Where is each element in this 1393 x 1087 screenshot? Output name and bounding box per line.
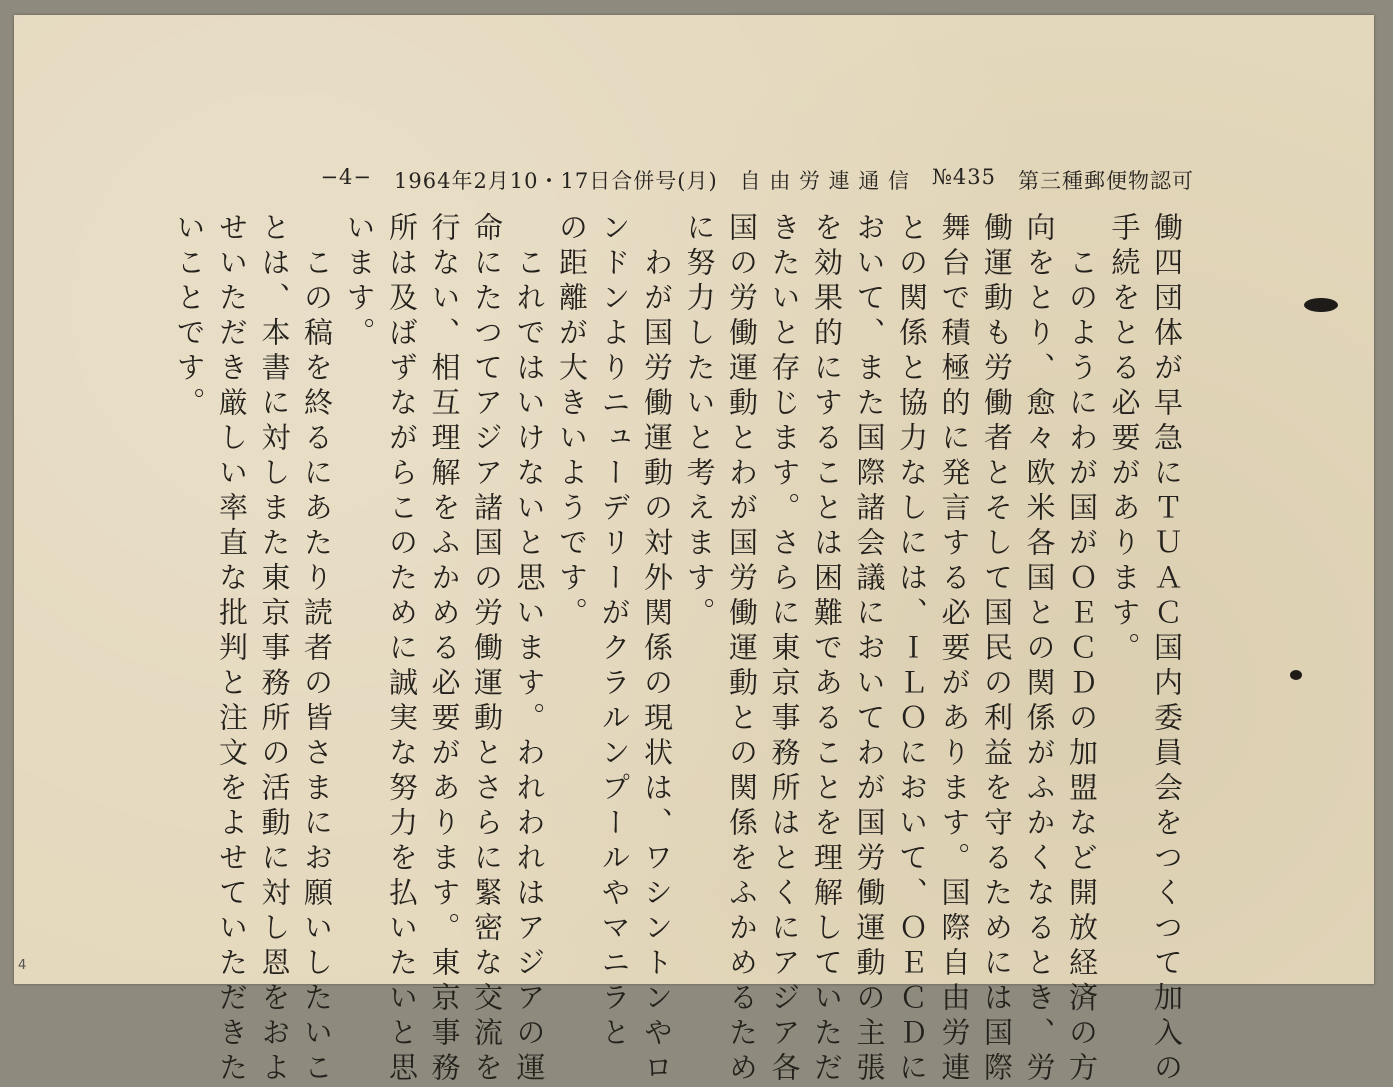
text-line: との関係と協力なしには、ＩＬＯにおいて、ＯＥＣＤに [895,212,929,1087]
text-line: 命にたつてアジア諸国の労働運動とさらに緊密な交流を [470,212,504,1087]
text-line: きたいと存じます。さらに東京事務所はとくにアジア各 [767,212,802,1087]
text-line: わが国労働運動の対外関係の現状は、ワシントンやロ [640,212,674,1087]
text-line: 国の労働運動とわが国労働運動との関係をふかめるため [725,212,759,1087]
text-line: ンドンよりニューデリーがクラルンプールやマニラと [597,212,632,1052]
issue-date: 1964年2月10・17日合併号(月) [394,169,718,193]
text-line: 手続をとる必要があります。 [1107,212,1142,667]
document-page [14,15,1374,1087]
text-line: 働四団体が早急にＴＵＡＣ国内委員会をつくつて加入の [1150,212,1184,1087]
text-line: この稿を終るにあたり読者の皆さまにお願いしたいこ [300,212,334,1087]
corner-mark: 4 [18,958,27,973]
text-line: おいて、また国際諸会議においてわが国労働運動の主張 [852,212,887,1087]
text-line: を効果的にすることは困難であることを理解していただ [810,212,844,1087]
issue-number: №435 [932,165,996,189]
publication-title: 自 由 労 連 通 信 [739,169,911,193]
ink-blot [1304,298,1338,312]
text-line: に努力したいと考えます。 [682,212,717,632]
article-body [168,212,1188,1087]
text-line: の距離が大きいようです。 [555,212,589,632]
page-number: −4− [320,165,372,189]
postal-permit: 第三種郵便物認可 [1018,169,1194,193]
page-header [320,165,1194,195]
text-line: 行ない、相互理解をふかめる必要があります。東京事務 [427,212,462,1087]
text-line: 向をとり、愈々欧米各国との関係がふかくなるとき、労 [1022,212,1057,1087]
text-line: 舞台で積極的に発言する必要があります。国際自由労連 [937,212,972,1087]
text-line: このようにわが国がＯＥＣＤの加盟など開放経済の方 [1065,212,1099,1087]
text-line: いことです。 [172,212,207,422]
ink-blot [1290,670,1302,680]
text-line: 所は及ばずながらこのために誠実な努力を払いたいと思 [385,212,419,1087]
text-line: とは、本書に対しまた東京事務所の活動に対し恩をおよ [257,212,292,1087]
text-line: これではいけないと思います。われわれはアジアの運 [512,212,547,1087]
text-line: います。 [342,212,377,352]
text-line: 働運動も労働者とそして国民の利益を守るためには国際 [980,212,1014,1087]
text-line: せいただき厳しい率直な批判と注文をよせていただきた [215,212,249,1087]
